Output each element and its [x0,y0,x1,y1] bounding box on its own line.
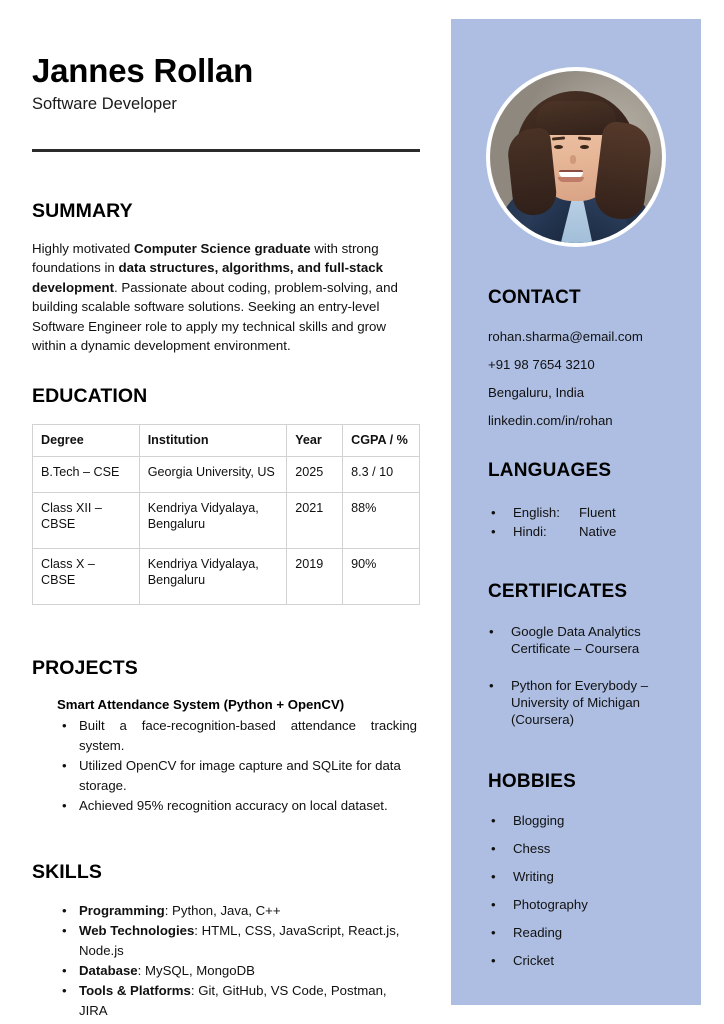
section-heading-hobbies: HOBBIES [488,771,576,792]
certificate-text: Google Data Analytics Certificate – Coursera [511,624,641,656]
cell-year: 2021 [287,493,343,549]
hobby-text: Chess [513,841,551,856]
list-item [62,921,409,960]
cell-year: 2025 [287,457,343,493]
list-item [491,868,554,885]
bullet-icon: • [491,869,496,884]
cell-degree: B.Tech – CSE [33,457,140,493]
cell-degree: Class X – CBSE [33,549,140,605]
hobby-text: Writing [513,869,554,884]
candidate-name: Jannes Rollan [32,52,254,89]
bullet-icon: • [62,718,67,733]
summary-run: . Passionate about coding, problem-solving, and building scalable software solutions. Seeking an entry-level Software Engineer role to apply my technical skills and grow within a dynamic development environment. [32,279,398,354]
section-heading-summary: SUMMARY [32,200,133,222]
project-bullet-text: Utilized OpenCV for image capture and SQLite for data storage. [79,758,401,793]
cell-degree: Class XII – CBSE [33,493,140,549]
bullet-icon: • [62,923,67,938]
project-title: Smart Attendance System (Python + OpenCV) [57,697,345,712]
skill-label: Tools & Platforms [79,983,191,998]
bullet-icon: • [491,505,496,520]
summary-run: Highly motivated [32,241,134,256]
cell-cgpa: 8.3 / 10 [343,457,420,493]
lower-lip [558,177,584,182]
header-divider [32,149,420,152]
section-heading-skills: SKILLS [32,861,102,883]
project-bullet-text: Achieved 95% recognition accuracy on local dataset. [79,798,388,813]
list-item [491,840,551,857]
column-header-degree: Degree [33,425,140,457]
profile-photo [490,71,662,243]
cell-institution: Kendriya Vidyalaya, Bengaluru [139,493,287,549]
table-row [33,549,420,605]
bullet-icon: • [489,624,494,639]
hobby-text: Reading [513,925,563,940]
certificate-text: Python for Everybody – University of Michigan (Coursera) [511,678,649,727]
bullet-icon: • [62,903,67,918]
hobby-text: Blogging [513,813,565,828]
bullet-icon: • [491,925,496,940]
bullet-icon: • [62,963,67,978]
hair-left [506,127,559,217]
bullet-icon: • [491,841,496,856]
list-item [62,716,417,755]
skill-value: : Git, GitHub, VS Code, Postman, JIRA [79,983,387,1018]
list-item [62,756,417,795]
nose [570,155,576,164]
bullet-icon: • [491,953,496,968]
section-heading-education: EDUCATION [32,385,148,407]
hobby-text: Photography [513,897,588,912]
section-heading-contact: CONTACT [488,287,581,308]
cell-cgpa: 88% [343,493,420,549]
list-item [62,961,409,981]
bullet-icon: • [491,897,496,912]
column-header-institution: Institution [139,425,287,457]
section-heading-languages: LANGUAGES [488,460,612,481]
list-item [491,952,555,969]
bullet-icon: • [491,524,496,539]
list-item [491,812,565,829]
summary-run: with strong foundations in [32,241,379,276]
language-name: English: [513,505,560,520]
bullet-icon: • [62,758,67,773]
cell-institution: Georgia University, US [139,457,287,493]
summary-text [32,239,418,355]
avatar [486,67,666,247]
column-header-year: Year [287,425,343,457]
list-item [491,924,563,941]
eye-right [580,145,589,149]
skill-label: Web Technologies [79,923,195,938]
table-row [33,493,420,549]
eye-left [554,145,563,149]
sidebar [451,19,701,1005]
skill-label: Database [79,963,138,978]
table-row [33,457,420,493]
skill-label: Programming [79,903,165,918]
list-item [62,901,409,921]
list-item [489,677,669,728]
skill-value: : MySQL, MongoDB [137,963,255,978]
list-item [491,504,693,521]
summary-emphasis: Computer Science graduate [134,241,311,256]
skill-value: : HTML, CSS, JavaScript, React.js, Node.js [79,923,400,958]
project-bullet-text: Built a face-recognition-based attendance tracking system. [79,718,417,753]
section-heading-projects: PROJECTS [32,657,138,679]
list-item [491,523,693,540]
table-header-row [33,425,420,457]
candidate-role: Software Developer [32,95,177,113]
list-item [489,623,669,657]
cell-institution: Kendriya Vidyalaya, Bengaluru [139,549,287,605]
list-item [491,896,588,913]
cell-cgpa: 90% [343,549,420,605]
summary-emphasis: data structures, algorithms, and full-stack development [32,260,384,295]
contact-linkedin[interactable]: linkedin.com/in/rohan [488,413,613,428]
section-heading-certificates: CERTIFICATES [488,581,628,602]
language-level: Fluent [579,505,616,520]
skill-value: : Python, Java, C++ [164,903,281,918]
bullet-icon: • [62,798,67,813]
bullet-icon: • [489,678,494,693]
language-name: Hindi: [513,524,547,539]
contact-email[interactable]: rohan.sharma@email.com [488,329,643,344]
contact-phone[interactable]: +91 98 7654 3210 [488,357,595,372]
education-table [32,424,420,605]
bullet-icon: • [62,983,67,998]
column-header-cgpa: CGPA / % [343,425,420,457]
language-level: Native [579,524,617,539]
hobby-text: Cricket [513,953,555,968]
cell-year: 2019 [287,549,343,605]
list-item [62,796,417,816]
bullet-icon: • [491,813,496,828]
contact-location: Bengaluru, India [488,385,585,400]
list-item [62,981,409,1020]
